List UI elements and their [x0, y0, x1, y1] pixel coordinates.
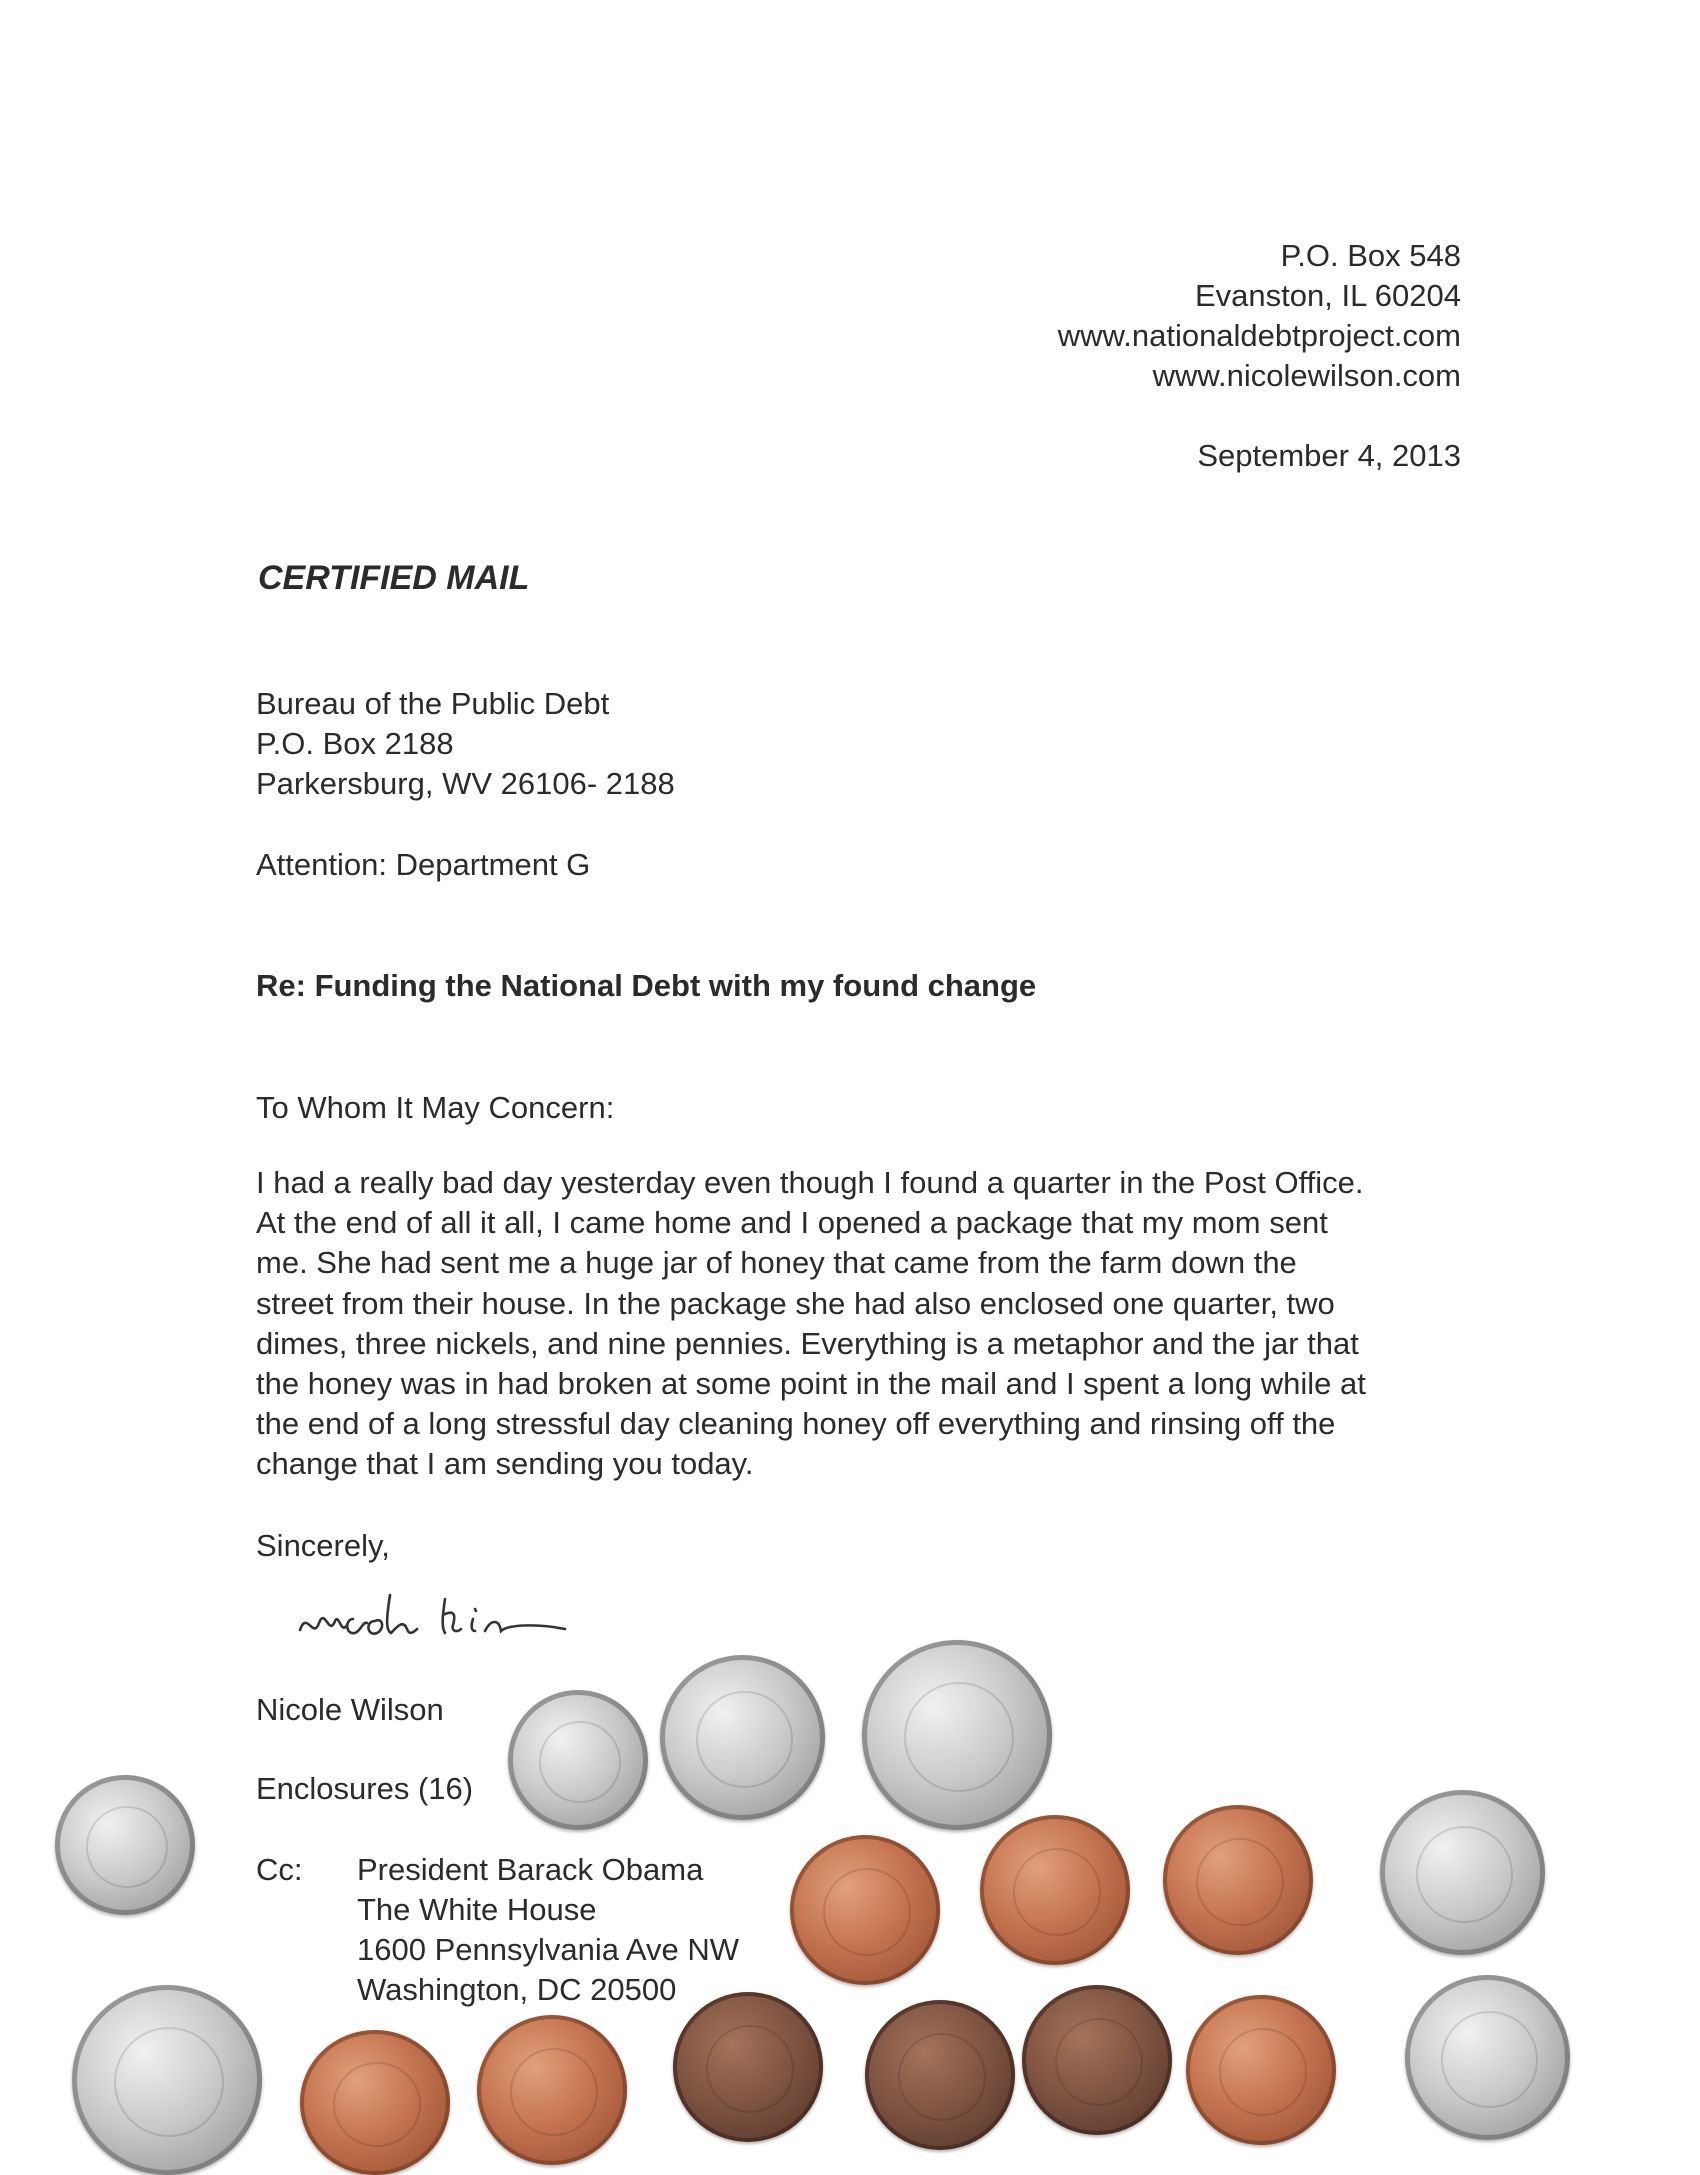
handwritten-signature: [295, 1585, 635, 1655]
cc-line4: Washington, DC 20500: [357, 1972, 677, 2007]
body-line: the end of a long stressful day cleaning honey off everything and rinsing off the: [256, 1406, 1336, 1442]
penny-coin: [865, 2000, 1015, 2150]
recipient-address-line2: Parkersburg, WV 26106- 2188: [256, 766, 675, 801]
cc-line1: President Barack Obama: [357, 1852, 704, 1887]
nickel-coin: [1380, 1790, 1545, 1955]
penny-coin: [673, 1992, 823, 2142]
body-line: the honey was in had broken at some point in the mail and I spent a long while at: [256, 1366, 1366, 1402]
sender-website-1: www.nationaldebtproject.com: [1057, 318, 1461, 353]
penny-coin: [300, 2030, 450, 2175]
cc-line3: 1600 Pennsylvania Ave NW: [357, 1932, 739, 1967]
nickel-coin: [1405, 1975, 1570, 2140]
penny-coin: [980, 1815, 1130, 1965]
body-line: me. She had sent me a huge jar of honey that came from the farm down the: [256, 1245, 1297, 1281]
body-line: I had a really bad day yesterday even though I found a quarter in the Post Office.: [256, 1165, 1364, 1200]
penny-coin: [790, 1835, 940, 1985]
dime-coin: [55, 1775, 195, 1915]
body-line: street from their house. In the package she had also enclosed one quarter, two: [256, 1285, 1335, 1321]
body-line: change that I am sending you today.: [256, 1446, 754, 1482]
cc-label: Cc:: [256, 1852, 303, 1887]
recipient-address-line1: P.O. Box 2188: [256, 726, 454, 761]
closing: Sincerely,: [256, 1528, 390, 1563]
delivery-method: CERTIFIED MAIL: [258, 559, 530, 597]
penny-coin: [1186, 1995, 1336, 2145]
dime-coin: [508, 1690, 648, 1830]
body-line: dimes, three nickels, and nine pennies. Everything is a metaphor and the jar that: [256, 1325, 1359, 1361]
nickel-coin: [660, 1655, 825, 1820]
sender-address-line1: P.O. Box 548: [1280, 238, 1461, 273]
body-line: At the end of all it all, I came home and I opened a package that my mom sent: [256, 1205, 1328, 1241]
body-paragraph: [256, 1163, 1486, 1485]
cc-line2: The White House: [357, 1892, 597, 1927]
sender-website-2: www.nicolewilson.com: [1152, 358, 1461, 393]
penny-coin: [1163, 1805, 1313, 1955]
quarter-coin: [72, 1985, 262, 2175]
recipient-name: Bureau of the Public Debt: [256, 686, 610, 721]
quarter-coin: [862, 1640, 1052, 1830]
enclosures-line: Enclosures (16): [256, 1771, 474, 1806]
recipient-attention: Attention: Department G: [256, 847, 591, 882]
letter-date: September 4, 2013: [1197, 438, 1461, 473]
penny-coin: [477, 2015, 627, 2165]
penny-coin: [1022, 1985, 1172, 2135]
sender-address-line2: Evanston, IL 60204: [1195, 278, 1461, 313]
signature-name: Nicole Wilson: [256, 1692, 444, 1727]
salutation: To Whom It May Concern:: [256, 1090, 615, 1125]
subject-line: Re: Funding the National Debt with my found change: [256, 968, 1037, 1003]
